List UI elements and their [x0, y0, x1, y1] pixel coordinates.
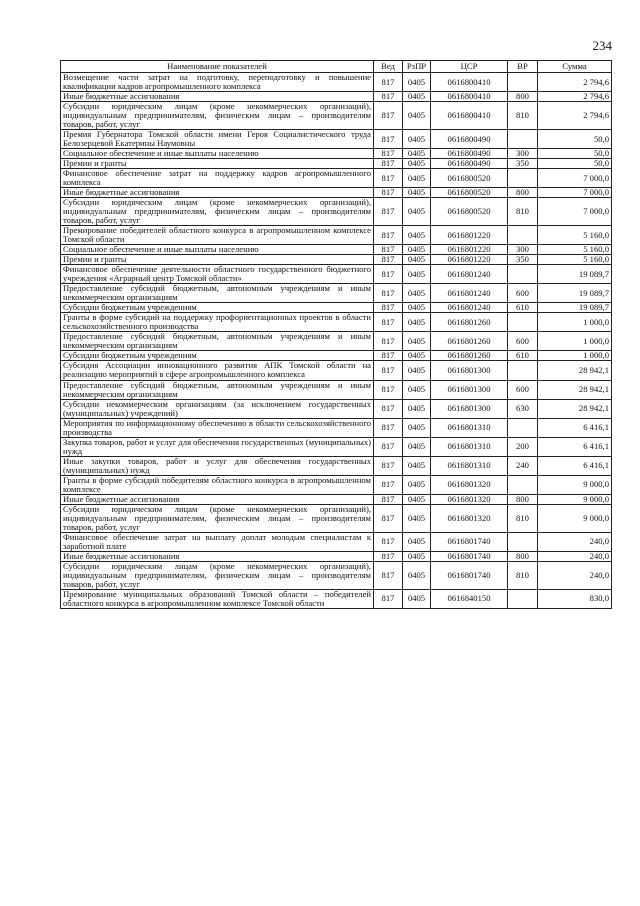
row-csr: 0616801740: [431, 561, 508, 589]
row-name: Возмещение части затрат на подготовку, переподготовку и повышение квалификации кадров агропромышленного комплекса: [61, 73, 374, 92]
table-row: [61, 456, 612, 475]
row-rzpr: 0405: [403, 265, 431, 284]
row-name: Предоставление субсидий бюджетным, автономным учреждениям и иным некоммерческим организациям: [61, 380, 374, 399]
header-csr: ЦСР: [431, 61, 508, 73]
row-ved: 817: [374, 198, 403, 226]
row-ved: 817: [374, 551, 403, 561]
row-ved: 817: [374, 399, 403, 418]
table-header-row: [61, 61, 612, 73]
table-row: [61, 102, 612, 130]
row-vr: 600: [508, 380, 538, 399]
table-row: [61, 265, 612, 284]
row-name: Гранты в форме субсидий победителям областного конкурса в агропромышленном комплексе: [61, 475, 374, 494]
table-row: [61, 255, 612, 265]
row-vr: 810: [508, 561, 538, 589]
table-row: [61, 532, 612, 551]
row-name: Финансовое обеспечение затрат на поддержку кадров агропромышленного комплекса: [61, 169, 374, 188]
row-vr: 300: [508, 149, 538, 159]
row-sum: 5 160,0: [538, 245, 612, 255]
row-sum: 6 416,1: [538, 456, 612, 475]
row-ved: 817: [374, 226, 403, 245]
row-vr: 200: [508, 437, 538, 456]
row-name: Предоставление субсидий бюджетным, автономным учреждениям и иным некоммерческим организациям: [61, 332, 374, 351]
row-sum: 5 160,0: [538, 226, 612, 245]
row-sum: 2 794,6: [538, 102, 612, 130]
row-sum: 2 794,6: [538, 73, 612, 92]
row-rzpr: 0405: [403, 226, 431, 245]
row-csr: 0616801310: [431, 456, 508, 475]
row-vr: [508, 73, 538, 92]
row-sum: 240,0: [538, 532, 612, 551]
row-name: Иные бюджетные ассигнования: [61, 551, 374, 561]
row-csr: 0616801300: [431, 380, 508, 399]
row-csr: 0616800520: [431, 198, 508, 226]
row-vr: 350: [508, 159, 538, 169]
row-rzpr: 0405: [403, 561, 431, 589]
table-row: [61, 303, 612, 313]
row-rzpr: 0405: [403, 589, 431, 608]
table-row: [61, 159, 612, 169]
row-ved: 817: [374, 245, 403, 255]
row-sum: 9 000,0: [538, 475, 612, 494]
row-name: Премирование муниципальных образований Томской области – победителей областного конкурса в агропромышленном комплексе Томской области: [61, 589, 374, 608]
row-sum: 28 942,1: [538, 380, 612, 399]
row-vr: [508, 589, 538, 608]
row-csr: 0616800490: [431, 130, 508, 149]
row-rzpr: 0405: [403, 380, 431, 399]
row-name: Иные бюджетные ассигнования: [61, 188, 374, 198]
row-sum: 28 942,1: [538, 361, 612, 380]
row-csr: 0616801240: [431, 265, 508, 284]
row-rzpr: 0405: [403, 504, 431, 532]
row-sum: 19 089,7: [538, 265, 612, 284]
row-ved: 817: [374, 149, 403, 159]
row-sum: 1 000,0: [538, 313, 612, 332]
row-sum: 6 416,1: [538, 437, 612, 456]
row-rzpr: 0405: [403, 475, 431, 494]
row-rzpr: 0405: [403, 332, 431, 351]
row-rzpr: 0405: [403, 399, 431, 418]
row-sum: 7 000,0: [538, 188, 612, 198]
row-ved: 817: [374, 73, 403, 92]
row-csr: 0616801240: [431, 284, 508, 303]
row-rzpr: 0405: [403, 313, 431, 332]
row-csr: 0616800520: [431, 169, 508, 188]
row-ved: 817: [374, 418, 403, 437]
row-csr: 0616801220: [431, 226, 508, 245]
row-name: Субсидии некоммерческим организациям (за исключением государственных (муниципальных) учреждений): [61, 399, 374, 418]
table-row: [61, 551, 612, 561]
row-name: Премии и гранты: [61, 255, 374, 265]
table-row: [61, 188, 612, 198]
row-name: Иные закупки товаров, работ и услуг для обеспечения государственных (муниципальных) нужд: [61, 456, 374, 475]
row-csr: 0616801260: [431, 332, 508, 351]
row-sum: 830,0: [538, 589, 612, 608]
row-ved: 817: [374, 494, 403, 504]
row-sum: 6 416,1: [538, 418, 612, 437]
table-row: [61, 332, 612, 351]
row-name: Иные бюджетные ассигнования: [61, 92, 374, 102]
header-rzpr: РзПР: [403, 61, 431, 73]
page-number: 234: [592, 38, 612, 53]
row-sum: 19 089,7: [538, 284, 612, 303]
table-row: [61, 169, 612, 188]
row-ved: 817: [374, 130, 403, 149]
row-vr: [508, 532, 538, 551]
row-name: Премии и гранты: [61, 159, 374, 169]
row-name: Финансовое обеспечение затрат на выплату доплат молодым специалистам к заработной плате: [61, 532, 374, 551]
row-csr: 0616801740: [431, 551, 508, 561]
row-rzpr: 0405: [403, 437, 431, 456]
row-vr: [508, 130, 538, 149]
row-sum: 28 942,1: [538, 399, 612, 418]
row-sum: 5 160,0: [538, 255, 612, 265]
row-ved: 817: [374, 380, 403, 399]
row-rzpr: 0405: [403, 284, 431, 303]
row-name: Предоставление субсидий бюджетным, автономным учреждениям и иным некоммерческим организациям: [61, 284, 374, 303]
row-name: Гранты в форме субсидий на поддержку профориентационных проектов в области сельскохозяйственного производства: [61, 313, 374, 332]
row-csr: 0616801220: [431, 255, 508, 265]
row-rzpr: 0405: [403, 494, 431, 504]
row-ved: 817: [374, 504, 403, 532]
table-row: [61, 92, 612, 102]
row-sum: 19 089,7: [538, 303, 612, 313]
row-name: Субсидии бюджетным учреждениям: [61, 351, 374, 361]
row-vr: [508, 226, 538, 245]
row-csr: 0616801300: [431, 399, 508, 418]
row-name: Закупка товаров, работ и услуг для обеспечения государственных (муниципальных) нужд: [61, 437, 374, 456]
row-name: Социальное обеспечение и иные выплаты населению: [61, 149, 374, 159]
row-vr: 800: [508, 551, 538, 561]
row-sum: 50,0: [538, 130, 612, 149]
row-vr: 600: [508, 332, 538, 351]
row-ved: 817: [374, 188, 403, 198]
row-name: Субсидии юридическим лицам (кроме некоммерческих организаций), индивидуальным предпринимателям, физическим лицам – производителям товаров, работ, услуг: [61, 504, 374, 532]
row-vr: 350: [508, 255, 538, 265]
header-sum: Сумма: [538, 61, 612, 73]
row-csr: 0616801310: [431, 437, 508, 456]
row-vr: 610: [508, 303, 538, 313]
table-row: [61, 437, 612, 456]
table-row: [61, 351, 612, 361]
row-csr: 0616840150: [431, 589, 508, 608]
row-vr: 630: [508, 399, 538, 418]
row-rzpr: 0405: [403, 159, 431, 169]
row-vr: 800: [508, 494, 538, 504]
row-ved: 817: [374, 102, 403, 130]
row-rzpr: 0405: [403, 92, 431, 102]
table-row: [61, 313, 612, 332]
row-name: Субсидии юридическим лицам (кроме некоммерческих организаций), индивидуальным предпринимателям, физическим лицам – производителям товаров, работ, услуг: [61, 198, 374, 226]
row-csr: 0616800410: [431, 92, 508, 102]
row-sum: 1 000,0: [538, 351, 612, 361]
table-row: [61, 399, 612, 418]
row-csr: 0616801320: [431, 504, 508, 532]
table-row: [61, 73, 612, 92]
row-csr: 0616800520: [431, 188, 508, 198]
table-row: [61, 504, 612, 532]
row-sum: 50,0: [538, 149, 612, 159]
row-ved: 817: [374, 92, 403, 102]
table-row: [61, 418, 612, 437]
row-rzpr: 0405: [403, 418, 431, 437]
row-sum: 2 794,6: [538, 92, 612, 102]
row-name: Премия Губернатора Томской области имени Героя Социалистического труда Белозерцевой Екатерины Наумовны: [61, 130, 374, 149]
row-vr: 240: [508, 456, 538, 475]
row-ved: 817: [374, 332, 403, 351]
table-row: [61, 494, 612, 504]
table-row: [61, 561, 612, 589]
row-ved: 817: [374, 561, 403, 589]
row-sum: 9 000,0: [538, 504, 612, 532]
row-sum: 1 000,0: [538, 332, 612, 351]
table-row: [61, 149, 612, 159]
row-sum: 9 000,0: [538, 494, 612, 504]
row-csr: 0616800410: [431, 102, 508, 130]
row-vr: 800: [508, 188, 538, 198]
row-ved: 817: [374, 532, 403, 551]
row-rzpr: 0405: [403, 198, 431, 226]
row-csr: 0616800490: [431, 149, 508, 159]
row-sum: 7 000,0: [538, 198, 612, 226]
row-csr: 0616801310: [431, 418, 508, 437]
row-vr: 810: [508, 102, 538, 130]
row-csr: 0616800410: [431, 73, 508, 92]
row-name: Субсидия Ассоциации инновационного развития АПК Томской области на реализацию мероприятий в сфере агропромышленного комплекса: [61, 361, 374, 380]
row-csr: 0616801260: [431, 313, 508, 332]
row-ved: 817: [374, 437, 403, 456]
row-csr: 0616801260: [431, 351, 508, 361]
row-ved: 817: [374, 303, 403, 313]
row-rzpr: 0405: [403, 551, 431, 561]
row-vr: 600: [508, 284, 538, 303]
table-row: [61, 130, 612, 149]
row-csr: 0616801220: [431, 245, 508, 255]
row-rzpr: 0405: [403, 73, 431, 92]
row-name: Иные бюджетные ассигнования: [61, 494, 374, 504]
table-row: [61, 475, 612, 494]
row-vr: [508, 265, 538, 284]
row-sum: 50,0: [538, 159, 612, 169]
header-name: Наименование показателей: [61, 61, 374, 73]
row-name: Премирование победителей областного конкурса в агропромышленном комплексе Томской области: [61, 226, 374, 245]
row-csr: 0616801240: [431, 303, 508, 313]
row-ved: 817: [374, 456, 403, 475]
row-vr: [508, 169, 538, 188]
row-vr: 810: [508, 504, 538, 532]
row-rzpr: 0405: [403, 188, 431, 198]
row-ved: 817: [374, 313, 403, 332]
row-name: Субсидии юридическим лицам (кроме некоммерческих организаций), индивидуальным предпринимателям, физическим лицам – производителям товаров, работ, услуг: [61, 561, 374, 589]
row-rzpr: 0405: [403, 351, 431, 361]
row-csr: 0616800490: [431, 159, 508, 169]
row-sum: 240,0: [538, 551, 612, 561]
row-vr: 610: [508, 351, 538, 361]
header-vr: ВР: [508, 61, 538, 73]
row-ved: 817: [374, 265, 403, 284]
table-body: [61, 73, 612, 609]
row-ved: 817: [374, 351, 403, 361]
row-rzpr: 0405: [403, 130, 431, 149]
row-vr: 810: [508, 198, 538, 226]
row-name: Мероприятия по информационному обеспечению в области сельскохозяйственного производства: [61, 418, 374, 437]
row-name: Субсидии юридическим лицам (кроме некоммерческих организаций), индивидуальным предпринимателям, физическим лицам – производителям товаров, работ, услуг: [61, 102, 374, 130]
row-ved: 817: [374, 284, 403, 303]
row-rzpr: 0405: [403, 456, 431, 475]
row-name: Социальное обеспечение и иные выплаты населению: [61, 245, 374, 255]
row-rzpr: 0405: [403, 102, 431, 130]
row-rzpr: 0405: [403, 169, 431, 188]
row-csr: 0616801300: [431, 361, 508, 380]
table-row: [61, 380, 612, 399]
budget-table: [60, 60, 612, 609]
row-name: Субсидии бюджетным учреждениям: [61, 303, 374, 313]
row-vr: [508, 475, 538, 494]
table-row: [61, 361, 612, 380]
row-vr: [508, 361, 538, 380]
row-rzpr: 0405: [403, 303, 431, 313]
row-csr: 0616801320: [431, 494, 508, 504]
header-ved: Вед: [374, 61, 403, 73]
row-vr: [508, 313, 538, 332]
row-name: Финансовое обеспечение деятельности областного государственного бюджетного учреждения «Аграрный центр Томской области»: [61, 265, 374, 284]
row-rzpr: 0405: [403, 361, 431, 380]
row-ved: 817: [374, 255, 403, 265]
table-row: [61, 226, 612, 245]
row-vr: 800: [508, 92, 538, 102]
row-sum: 7 000,0: [538, 169, 612, 188]
row-ved: 817: [374, 159, 403, 169]
row-csr: 0616801320: [431, 475, 508, 494]
row-ved: 817: [374, 361, 403, 380]
row-rzpr: 0405: [403, 245, 431, 255]
row-ved: 817: [374, 589, 403, 608]
row-ved: 817: [374, 475, 403, 494]
table-row: [61, 589, 612, 608]
row-rzpr: 0405: [403, 532, 431, 551]
row-ved: 817: [374, 169, 403, 188]
row-vr: 300: [508, 245, 538, 255]
table-row: [61, 245, 612, 255]
row-sum: 240,0: [538, 561, 612, 589]
table-row: [61, 284, 612, 303]
row-rzpr: 0405: [403, 149, 431, 159]
row-vr: [508, 418, 538, 437]
table-row: [61, 198, 612, 226]
row-rzpr: 0405: [403, 255, 431, 265]
row-csr: 0616801740: [431, 532, 508, 551]
